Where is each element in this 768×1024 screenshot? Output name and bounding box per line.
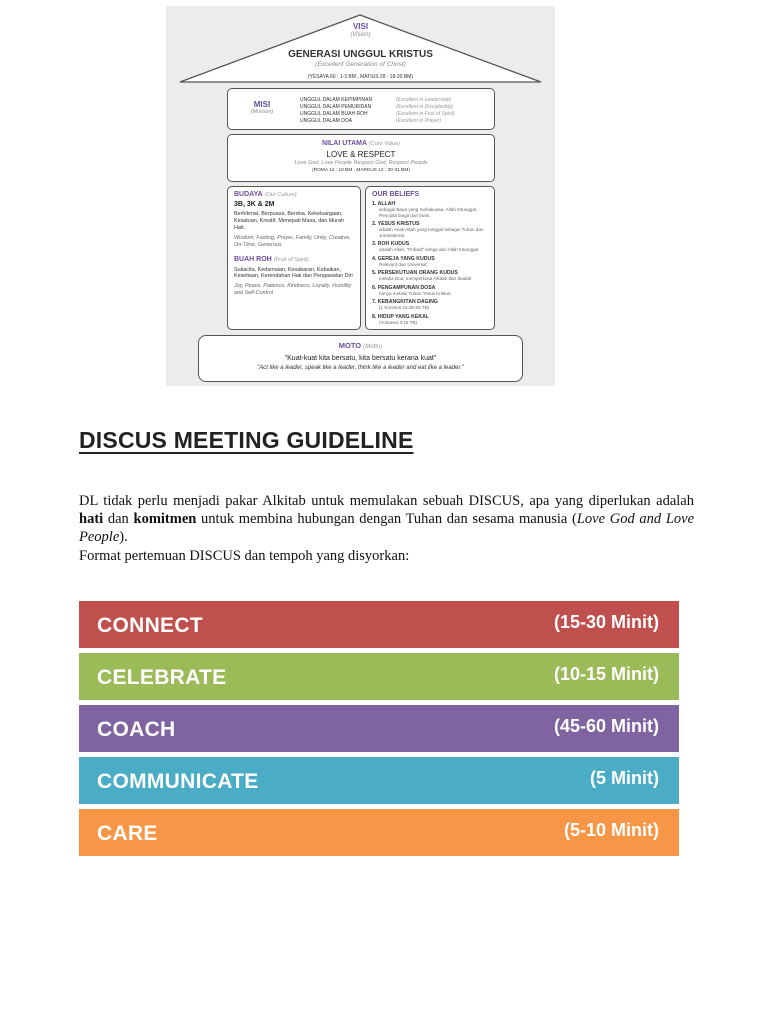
belief-item: 3. ROH KUDUS adalah Allah, "Pribadi" ketiga dari Allah tritunggal. (372, 241, 480, 252)
buah-roh-title: BUAH ROH (Fruit of Spirit) (234, 255, 309, 263)
misi-title: MISI (253, 100, 271, 109)
belief-item: 4. GEREJA YANG KUDUS Relevant dan Universal. (372, 255, 435, 267)
moto-title: MOTO (Motto) (338, 341, 383, 350)
nilai-reference: (ROMA 12 : 10 BM , MARKUS 12 : 30-31 BM) (312, 168, 410, 173)
misi-item: UNGGUL DALAM PEMURIDAN (Excellent in Discipleship) (300, 104, 453, 110)
bar-duration: (45-60 Minit) (553, 716, 659, 736)
bar-label: CARE (97, 822, 158, 845)
bar-label: COACH (97, 718, 176, 741)
budaya-box (227, 186, 361, 330)
bar-duration: (5-10 Minit) (563, 820, 659, 840)
visi-reference: (YESAYA 60 : 1-3 BM , MATIUS 28 : 18-20 BM) (307, 74, 414, 80)
love-god-italic: Love God and Love People (79, 511, 695, 545)
visi-english: (Excellent Generation of Christ) (315, 61, 406, 68)
bar-label: CELEBRATE (97, 666, 227, 689)
beliefs-box (365, 186, 495, 330)
belief-item: 7. KEBANGKITAN DAGING (1 Korintus 15:35-58 TB) (372, 299, 438, 310)
page-heading: DISCUS MEETING GUIDELINE (79, 427, 414, 453)
care-bar (79, 809, 679, 856)
beliefs-title: OUR BELIEFS (372, 191, 420, 198)
budaya-english: Wisdom, Fasting, Prayer, Family, Unity, Creative, On-Time, Generous (234, 234, 351, 248)
visi-title: VISI (352, 22, 369, 31)
moto-box (198, 335, 523, 382)
nilai-english: Love God, Love People Respect God, Respect People (294, 160, 428, 166)
bar-duration: (10-15 Minit) (553, 664, 659, 684)
format-line: Format pertemuan DISCUS dan tempoh yang disyorkan: (79, 548, 410, 564)
visi-statement: GENERASI UNGGUL KRISTUS (288, 49, 433, 60)
misi-label (236, 100, 288, 115)
buah-roh-malay: Sukacita, Kedamaian, Kesabaran, Kebaikan, Kesetiaan, Kerendahan Hati dan Pengawalan Diri (234, 266, 353, 280)
communicate-bar (79, 757, 679, 804)
misi-box (227, 88, 495, 130)
moto-english: "Act like a leader, speak like a leader, think like a leader and eat like a leader." (257, 365, 464, 371)
bar-label: COMMUNICATE (97, 770, 259, 793)
bar-duration: (15-30 Minit) (553, 612, 659, 632)
coach-bar (79, 705, 679, 752)
buah-roh-english: Joy, Peace, Patience, Kindness, Loyalty, Humility and Self-Control (234, 283, 352, 297)
visi-subtitle: (Vision) (350, 32, 371, 38)
vision-house-diagram (166, 6, 555, 386)
budaya-heading: 3B, 3K & 2M (234, 201, 275, 208)
belief-item: 1. ALLAH sebagai Bapa yang mahakuasa, Allah tritunggal, Pencipta langit dan bumi. (372, 201, 478, 218)
moto-main: "Kuat-kuat kita bersatu, kita bersatu kerana kuat" (284, 355, 437, 362)
komitmen-bold: komitmen (133, 511, 197, 527)
nilai-utama-box (227, 134, 495, 182)
belief-item: 2. YESUS KRISTUS adalah Anak Allah yang tunggal sebagai Tuhan dan Juruselamat. (372, 221, 484, 238)
hati-bold: hati (79, 511, 104, 527)
misi-item: UNGGUL DALAM DOA (Excellent in Prayer) (300, 118, 442, 124)
belief-item: 6. PENGAMPUNAN DOSA hanya melalui Tuhan Yesus Kristus. (372, 284, 452, 296)
budaya-malay: Berhikmat, Berpuasa, Berdoa, Kekeluargaan, Kesatuan, Kreatif, Menepati Masa, dan Murah Hati. (234, 211, 344, 231)
nilai-title: NILAI UTAMA (Core Value) (322, 140, 400, 147)
misi-subtitle: (Mission) (250, 109, 274, 115)
misi-item: UNGGUL DALAM KEPIMPINAN (Excellent in Leadership) (300, 97, 452, 103)
budaya-title: BUDAYA (Our Culture) (234, 191, 297, 198)
nilai-main: LOVE & RESPECT (326, 150, 396, 159)
celebrate-bar (79, 653, 679, 700)
bar-label: CONNECT (97, 614, 203, 637)
misi-list (300, 97, 455, 125)
bar-duration: (5 Minit) (590, 768, 659, 788)
belief-item: 5. PERSEKUTUAN ORANG KUDUS melalui Doa, memperkasa Alkitab dan Ibadah (372, 270, 472, 281)
belief-item: 8. HIDUP YANG KEKAL (Yohanes 3:16 TB) (372, 313, 429, 325)
connect-bar (79, 601, 679, 648)
misi-item: UNGGUL DALAM BUAH ROH (Excellent in Fruit of Spirit) (300, 111, 455, 117)
intro-paragraph: DL tidak perlu menjadi pakar Alkitab untuk memulakan sebuah DISCUS, apa yang diperlukan adalah hati dan komitmen untuk membina hubungan dengan Tuhan dan sesama manusia (Love God and Love People). (79, 493, 695, 545)
